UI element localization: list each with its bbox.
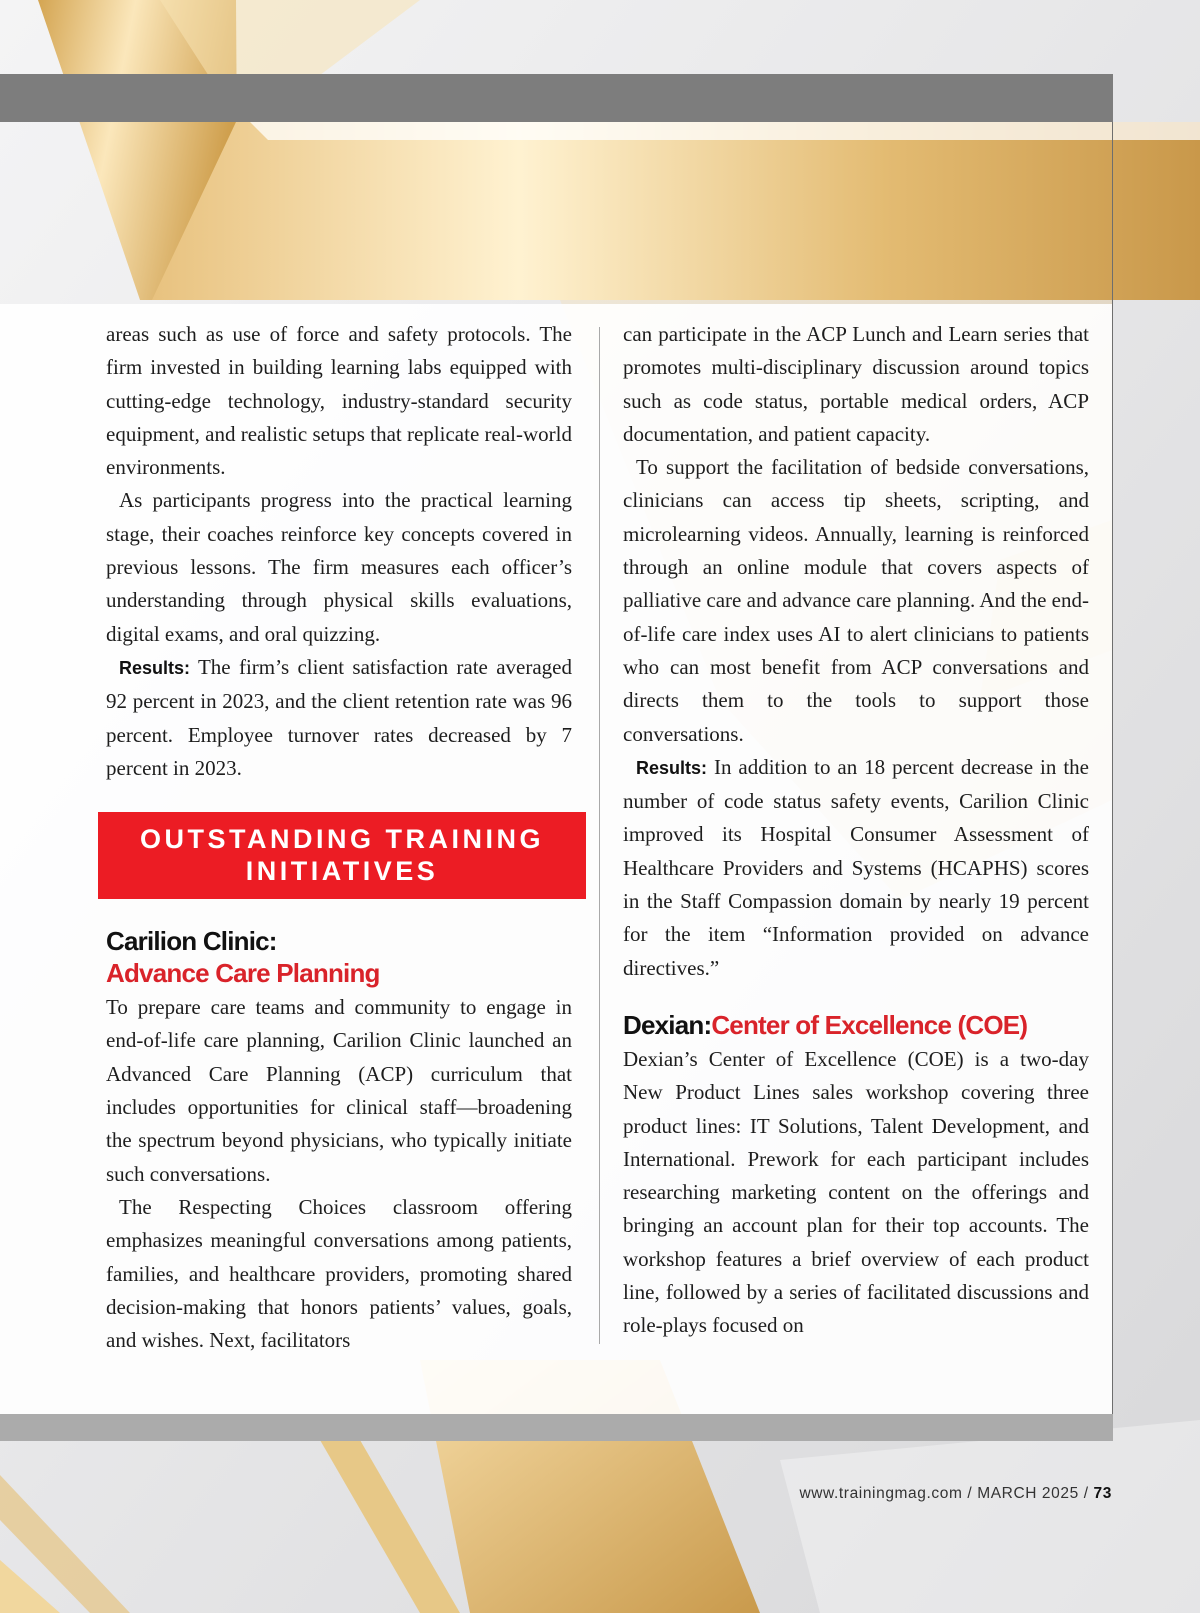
results-paragraph xyxy=(106,651,572,785)
page-footer xyxy=(799,1485,1112,1503)
results-text: The firm’s client satisfaction rate averaged 92 percent in 2023, and the client retention rate was 96 percent. Employee turnover rates decreased by 7 percent in 2023. xyxy=(106,654,572,780)
body-paragraph: Dexian’s Center of Excellence (COE) is a two-day New Product Lines sales workshop covering three product lines: IT Solutions, Talent Development, and International. Prework for each participant includes researching marketing content on the offerings and bringing an account plan for their top accounts. The workshop features a brief overview of each product line, followed by a series of facilitated discussions and role-plays focused on xyxy=(623,1046,1089,1338)
right-column xyxy=(623,318,1089,1343)
body-paragraph: The Respecting Choices classroom offering emphasizes meaningful conversations among patients, families, and healthcare providers, promoting shared decision-making that honors patients’ values, goals, and wishes. Next, facilitators xyxy=(106,1194,572,1353)
page-number: 73 xyxy=(1093,1485,1112,1502)
dexian-heading-company: Dexian: xyxy=(623,1009,712,1040)
section-title-banner: OUTSTANDING TRAINING INITIATIVES xyxy=(98,812,586,899)
body-paragraph: areas such as use of force and safety protocols. The firm invested in building learning labs equipped with cutting-edge technology, industry-standard security equipment, and realistic setups that replicate real-world environments. xyxy=(106,322,572,480)
results-label: Results: xyxy=(636,757,708,778)
results-paragraph xyxy=(623,751,1089,985)
carilion-heading-program: Advance Care Planning xyxy=(106,958,380,989)
top-header-bar xyxy=(0,74,1113,122)
body-paragraph: To support the facilitation of bedside conversations, clinicians can access tip sheets, scripting, and microlearning videos. Annually, learning is reinforced through an online module that covers aspects of palliative care and advance care planning. And the end-of-life care index uses AI to alert clinicians to patients who can most benefit from ACP conversations and directs them to the tools to support those conversations. xyxy=(623,455,1089,746)
column-divider xyxy=(599,327,600,1344)
dexian-heading-program: Center of Excellence (COE) xyxy=(711,1009,1028,1040)
body-paragraph: can participate in the ACP Lunch and Learn series that promotes multi-disciplinary discussion around topics such as code status, portable medical orders, ACP documentation, and patient capacity. xyxy=(623,322,1089,446)
carilion-heading-company: Carilion Clinic: xyxy=(106,926,277,957)
left-column xyxy=(106,318,572,1357)
body-paragraph: To prepare care teams and community to engage in end-of-life care planning, Carilion Clinic launched an Advanced Care Planning (ACP) curriculum that includes opportunities for clinical staff—broadening the spectrum beyond physicians, who typically initiate such conversations. xyxy=(106,995,572,1186)
dexian-heading xyxy=(623,1009,1089,1041)
carilion-heading xyxy=(106,925,572,989)
results-label: Results: xyxy=(119,657,191,678)
results-text: In addition to an 18 percent decrease in the number of code status safety events, Carilion Clinic improved its Hospital Consumer Assessment of Healthcare Providers and Systems (HCAPHS) scores in the Staff Compassion domain by nearly 19 percent for the item “Information provided on advance directives.” xyxy=(623,754,1089,980)
body-paragraph: As participants progress into the practical learning stage, their coaches reinforce key concepts covered in previous lessons. The firm measures each officer’s understanding through physical skills evaluations, digital exams, and oral quizzing. xyxy=(106,488,572,646)
panel-right-border xyxy=(1112,122,1113,1414)
footer-site-issue: www.trainingmag.com / MARCH 2025 / xyxy=(799,1485,1094,1502)
bottom-footer-bar xyxy=(0,1414,1113,1441)
